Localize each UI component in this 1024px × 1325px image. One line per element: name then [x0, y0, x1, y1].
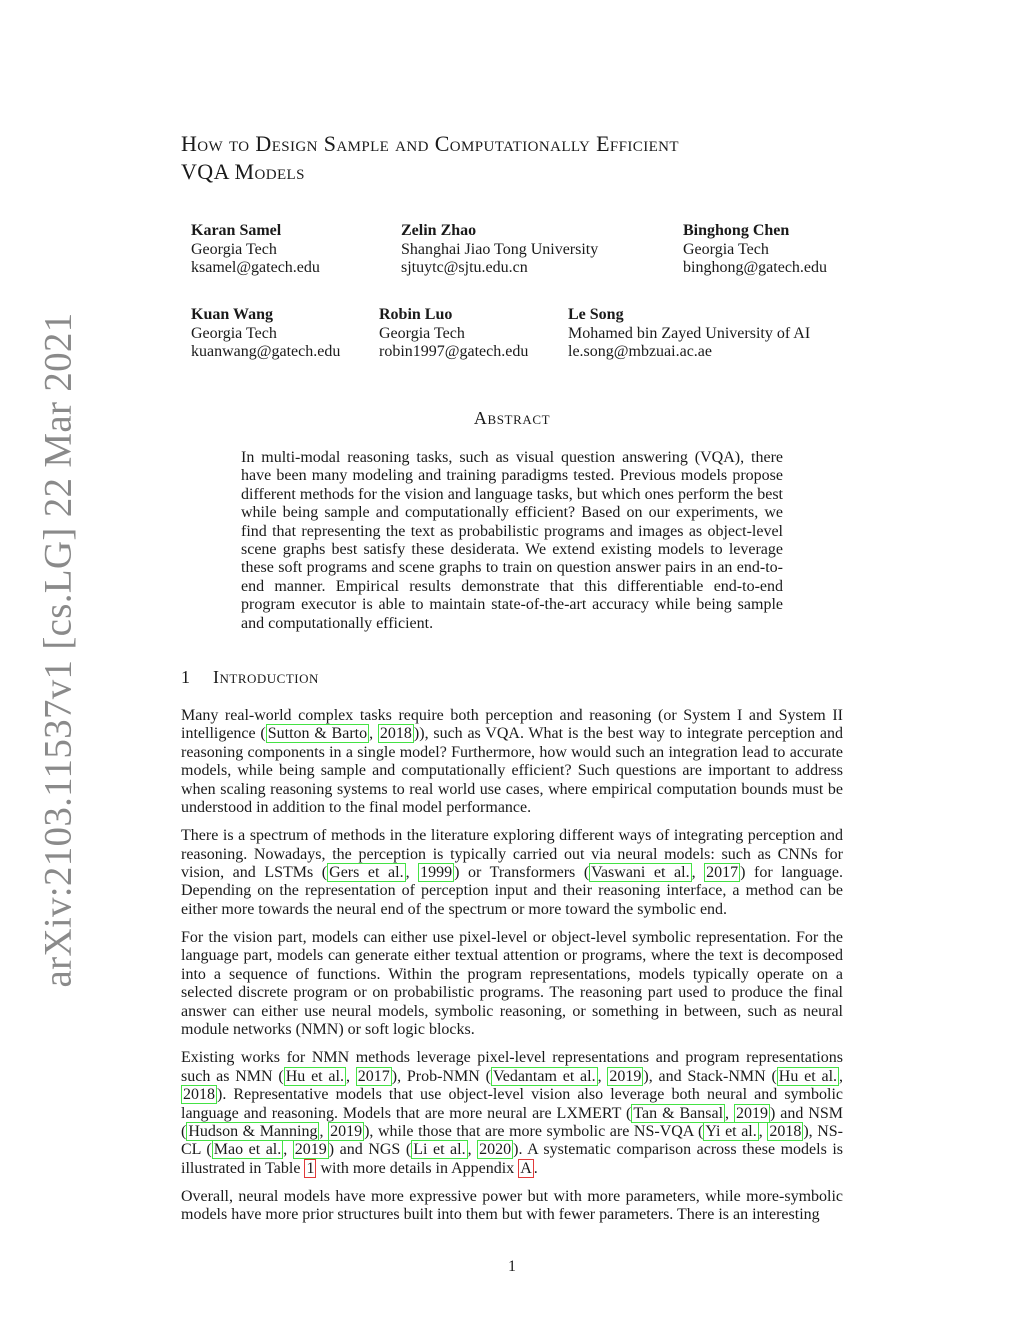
page-number: 1 — [508, 1258, 516, 1275]
author-affiliation: Georgia Tech — [191, 240, 277, 258]
text-run: , — [839, 1067, 844, 1085]
text-run: . — [533, 1159, 538, 1177]
text-run: ) or Transformers ( — [454, 864, 590, 882]
table-reference-link[interactable]: 1 — [306, 1159, 315, 1177]
citation-link[interactable]: 2020 — [479, 1141, 512, 1159]
paragraph — [181, 827, 843, 919]
paragraph: For the vision part, models can either use pixel-level or object-level symbolic representation. For the language part, models can generate either textual attention or programs, where the text is decomposed into a sequence of functions. Within the program representations, models typically operate on a selected discrete program or on probabilistic programs. The reasoning part used to produce the final answer can either use neural models, symbolic reasoning, or something in between, such as neural module networks (NMN) or soft logic blocks. — [181, 929, 843, 1039]
citation-link[interactable]: Yi et al. — [705, 1122, 757, 1140]
author-email[interactable]: le.song@mbzuai.ac.ae — [568, 343, 713, 360]
abstract-text: In multi-modal reasoning tasks, such as visual question answering (VQA), there have been many modeling and training paradigms tested. Previous models propose different methods for the vision and language tasks, but which ones perform the best while being sample and computationally efficient? Based on our experiments, we find that representing the text as probabilistic programs and images as object-level scene graphs best satisfy these desiderata. We extend existing models to leverage these soft programs and scene graphs to train on question answer pairs in an end-to-end manner. Empirical results demonstrate that this differentiable end-to-end program executor is able to maintain state-of-the-art accuracy while being sample and computationally efficient. — [241, 449, 783, 632]
author-email[interactable]: robin1997@gatech.edu — [379, 343, 529, 360]
citation-link[interactable]: Sutton & Barto — [267, 725, 368, 743]
citation-link[interactable]: Gers et al. — [329, 864, 404, 882]
text-run: , — [467, 1141, 478, 1159]
text-run: , — [345, 1067, 356, 1085]
citation-link[interactable]: Li et al. — [413, 1141, 466, 1159]
author-block — [379, 306, 528, 362]
paper-title — [181, 130, 843, 186]
text-run: ) and NSM ( — [181, 1104, 844, 1140]
paragraph — [181, 707, 843, 817]
text-run: , — [405, 864, 419, 882]
citation-link[interactable]: 2019 — [330, 1122, 363, 1140]
text-run: , — [597, 1067, 608, 1085]
title-line-2: VQA Models — [181, 159, 305, 184]
author-affiliation: Georgia Tech — [683, 240, 769, 258]
author-block — [568, 306, 810, 362]
author-email[interactable]: sjtuytc@sjtu.edu.cn — [401, 259, 528, 276]
citation-link[interactable]: 2017 — [357, 1067, 390, 1085]
text-run: , — [691, 864, 705, 882]
author-email[interactable]: binghong@gatech.edu — [683, 259, 828, 276]
citation-link[interactable]: 2017 — [706, 864, 739, 882]
author-name: Zelin Zhao — [401, 222, 477, 239]
citation-link[interactable]: Hu et al. — [778, 1067, 838, 1085]
text-run: , — [369, 725, 378, 743]
text-run: ). A systematic comparison across these models is illustrated in Table — [181, 1141, 844, 1177]
text-run: ), while those that are more symbolic are NS-VQA ( — [364, 1122, 704, 1140]
citation-link[interactable]: Hu et al. — [285, 1067, 344, 1085]
author-affiliation: Mohamed bin Zayed University of AI — [568, 324, 811, 342]
author-block — [191, 222, 320, 278]
text-run: , — [725, 1104, 735, 1122]
title-line-1: How to Design Sample and Computationally Efficient — [181, 131, 679, 156]
author-affiliation: Georgia Tech — [191, 324, 277, 342]
author-name: Robin Luo — [379, 306, 453, 323]
author-name: Le Song — [568, 306, 624, 323]
author-affiliation: Shanghai Jiao Tong University — [401, 240, 599, 258]
section-number: 1 — [181, 667, 191, 687]
text-run: , — [319, 1122, 329, 1140]
text-run: Many real-world complex tasks require both perception and reasoning (or System I and System II intelligence ( — [181, 707, 843, 743]
text-run: with more details in Appendix — [316, 1159, 519, 1177]
author-email[interactable]: kuanwang@gatech.edu — [191, 343, 341, 360]
abstract-heading: Abstract — [473, 408, 551, 428]
paragraph — [181, 1049, 843, 1178]
text-run: ) for language. Depending on the representation of perception input and their reasoning interface, a method can be either more towards the neural end of the spectrum or more toward the symbolic end. — [181, 864, 844, 918]
author-name: Karan Samel — [191, 222, 282, 239]
citation-link[interactable]: 2019 — [294, 1141, 327, 1159]
text-run: , — [758, 1122, 768, 1140]
citation-link[interactable]: 1999 — [420, 864, 453, 882]
author-block — [191, 306, 340, 362]
arxiv-stamp: arXiv:2103.11537v1 [cs.LG] 22 Mar 2021 — [36, 312, 80, 988]
citation-link[interactable]: Vaswani et al. — [591, 864, 690, 882]
author-name: Kuan Wang — [191, 306, 273, 323]
citation-link[interactable]: Hudson & Manning — [188, 1122, 318, 1140]
author-block — [683, 222, 827, 278]
citation-link[interactable]: Tan & Bansal — [633, 1104, 724, 1122]
paragraph: Overall, neural models have more expressive power but with more parameters, while more-symbolic models have more prior structures built into them but with fewer parameters. There is an interesting — [181, 1187, 843, 1224]
text-run: ), Prob-NMN ( — [391, 1067, 491, 1085]
text-run: , — [283, 1141, 293, 1159]
citation-link[interactable]: 2019 — [609, 1067, 642, 1085]
text-run: There is a spectrum of methods in the literature exploring different ways of integrating perception and reasoning. Nowadays, the perception is typically carried out via neural models: such as CNNs for vision, and LSTMs ( — [181, 827, 843, 882]
text-run: ), and Stack-NMN ( — [643, 1067, 777, 1085]
section-title: Introduction — [213, 667, 319, 687]
author-block — [401, 222, 598, 278]
section-heading — [181, 667, 319, 688]
citation-link[interactable]: 2018 — [183, 1086, 215, 1104]
author-email[interactable]: ksamel@gatech.edu — [191, 259, 320, 276]
author-name: Binghong Chen — [683, 222, 790, 239]
citation-link[interactable]: 2018 — [379, 725, 412, 743]
author-affiliation: Georgia Tech — [379, 324, 465, 342]
citation-link[interactable]: 2018 — [769, 1122, 802, 1140]
text-run: ) and NGS ( — [328, 1141, 412, 1159]
section-body — [181, 707, 843, 1235]
text-run: ). Representative models that use object-level vision also leverage both neural and symbolic language and reasoning. Models that are more neural are LXMERT ( — [181, 1086, 843, 1122]
text-run: )), such as VQA. What is the best way to integrate perception and reasoning components in a single model? Furthermore, how would such an integration lead to accurate models, while being sample and computationally efficient? Such questions are important to address when scaling reasoning systems to real world use cases, where empirical computation bounds must be understood in addition to the final model performance. — [181, 725, 844, 817]
text-run: Existing works for NMN methods leverage pixel-level representations and program representations such as NMN ( — [181, 1049, 843, 1085]
citation-link[interactable]: Vedantam et al. — [492, 1067, 596, 1085]
text-run: ), NS-CL ( — [181, 1122, 844, 1159]
appendix-reference-link[interactable]: A — [520, 1159, 532, 1177]
citation-link[interactable]: 2019 — [736, 1104, 769, 1122]
citation-link[interactable]: Mao et al. — [213, 1141, 282, 1159]
